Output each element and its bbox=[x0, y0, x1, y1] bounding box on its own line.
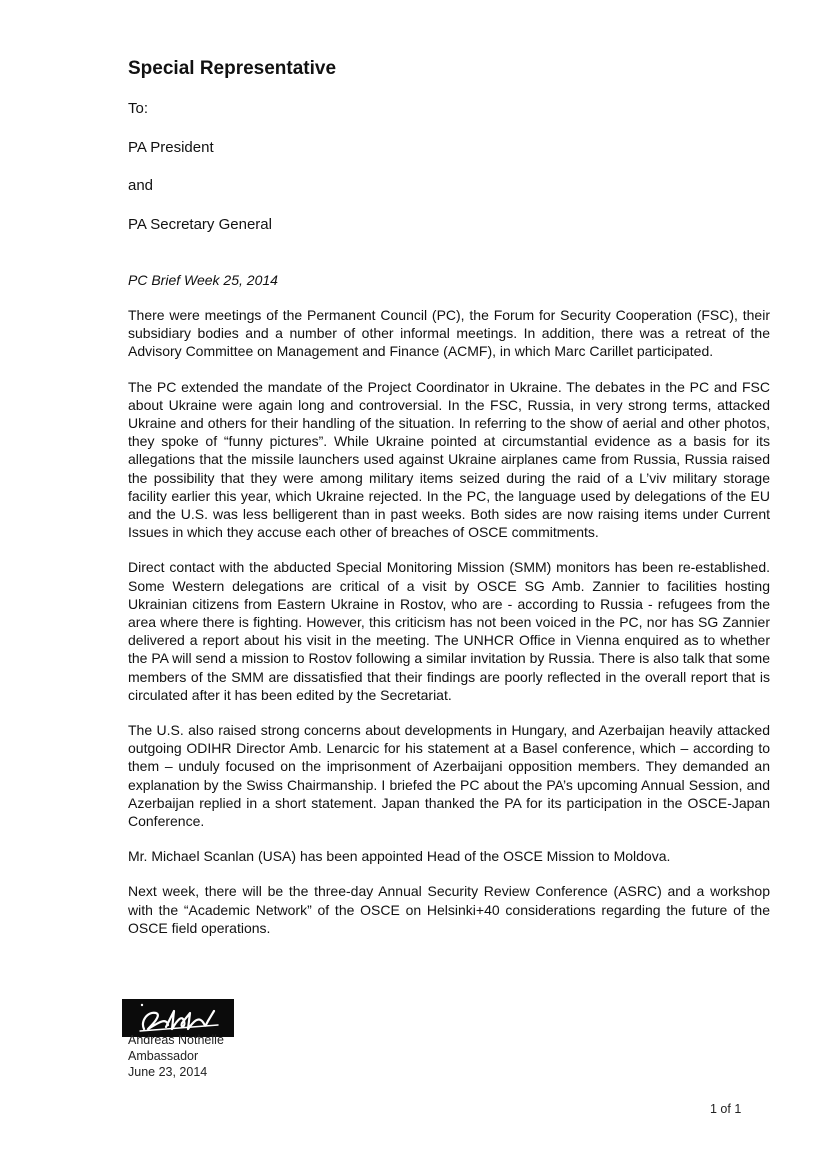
body-paragraph: There were meetings of the Permanent Council (PC), the Forum for Security Cooperation (FSC), their subsidiary bodies and a number of other informal meetings. In addition, there was a retreat of the Advisory Committee on Management and Finance (ACMF), in which Marc Carillet participated. bbox=[128, 307, 770, 360]
document-heading: Special Representative bbox=[128, 58, 337, 79]
body-paragraph: Direct contact with the abducted Special Monitoring Mission (SMM) monitors has been re-established. Some Western delegations are critical of a visit by OSCE SG Amb. Zannier to facilities hosting Ukrainian citizens from Eastern Ukraine in Rostov, who are - according to Russia - refugees from the area where there is fighting. However, this criticism has not been voiced in the PC, nor has SG Zannier delivered a report about his visit in the meeting. The UNHCR Office in Vienna enquired as to whether the PA will send a mission to Rostov following a similar invitation by Russia. There is also talk that some members of the SMM are dissatisfied that their findings are poorly reflected in the overall report that is circulated after it has been edited by the Secretariat. bbox=[128, 559, 770, 703]
recipient-secretary: PA Secretary General bbox=[128, 216, 272, 233]
brief-title: PC Brief Week 25, 2014 bbox=[128, 272, 278, 288]
body-paragraph: The PC extended the mandate of the Project Coordinator in Ukraine. The debates in the PC and FSC about Ukraine were again long and controversial. In the FSC, Russia, in very strong terms, attacked Ukraine and others for their handling of the situation. In referring to the show of aerial and other photos, they spoke of “funny pictures”. While Ukraine pointed at circumstantial evidence as a basis for its allegations that the missile launchers used against Ukraine airplanes came from Russia, Russia raised the possibility that they were among military items seized during the raid of a L’viv military storage facility earlier this year, which Ukraine rejected. In the PC, the language used by delegations of the EU and the U.S. was less belligerent than in past weeks. Both sides are now raising items under Current Issues in which they accuse each other of breaches of OSCE commitments. bbox=[128, 378, 770, 541]
recipient-to: To: bbox=[128, 100, 149, 117]
document-body bbox=[128, 306, 770, 954]
body-paragraph: The U.S. also raised strong concerns about developments in Hungary, and Azerbaijan heavily attacked outgoing ODIHR Director Amb. Lenarcic for his statement at a Basel conference, which – according to them – unduly focused on the imprisonment of Azerbaijani opposition members. They demanded an explanation by the Swiss Chairmanship. I briefed the PC about the PA’s upcoming Annual Session, and Azerbaijan replied in a short statement. Japan thanked the PA for its participation in the OSCE-Japan Conference. bbox=[128, 722, 770, 830]
page-number: 1 of 1 bbox=[710, 1102, 742, 1116]
body-paragraph: Mr. Michael Scanlan (USA) has been appointed Head of the OSCE Mission to Moldova. bbox=[128, 848, 671, 865]
signature-image bbox=[122, 999, 234, 1037]
recipient-president: PA President bbox=[128, 139, 214, 156]
signatory-title: Ambassador bbox=[128, 1049, 199, 1063]
body-paragraph: Next week, there will be the three-day Annual Security Review Conference (ASRC) and a workshop with the “Academic Network” of the OSCE on Helsinki+40 considerations regarding the future of the OSCE field operations. bbox=[128, 883, 770, 936]
recipient-and: and bbox=[128, 177, 154, 194]
signature-date: June 23, 2014 bbox=[128, 1065, 208, 1079]
signatory-name: Andreas Nothelle bbox=[128, 1033, 224, 1047]
signature-scribble-icon bbox=[122, 999, 234, 1037]
